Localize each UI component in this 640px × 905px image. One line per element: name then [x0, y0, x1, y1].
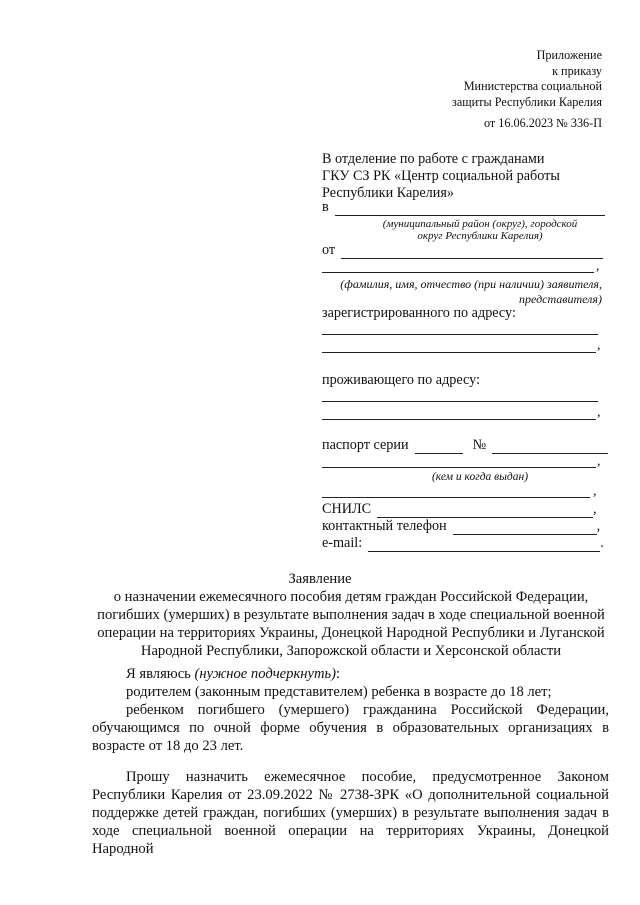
passport-number-field[interactable]: [492, 439, 608, 454]
appendix-line: Приложение: [536, 48, 602, 62]
addressee-line: В отделение по работе с гражданами: [322, 151, 545, 167]
comma: ,: [597, 454, 601, 469]
statement-title: Заявление: [288, 571, 352, 587]
appendix-line: защиты Республики Карелия: [452, 94, 602, 109]
living-address-label: проживающего по адресу:: [322, 372, 481, 388]
living-address-row: [322, 372, 480, 389]
snils-field[interactable]: [377, 503, 593, 518]
in-label: в: [322, 199, 329, 215]
applicant-hint-line: (фамилия, имя, отчество (при наличии) заявителя,: [340, 277, 602, 291]
phone-field[interactable]: [453, 520, 597, 535]
email-field[interactable]: [368, 537, 600, 552]
status-option-parent[interactable]: родителем (законным представителем) ребенка в возрасте до 18 лет;: [126, 684, 552, 700]
comma: ,: [593, 501, 597, 517]
from-label: от: [322, 242, 336, 258]
registered-address-field[interactable]: [322, 334, 598, 335]
phone-row: [322, 518, 600, 535]
period: .: [600, 535, 604, 551]
registered-address-field-2[interactable]: [322, 352, 596, 353]
status-colon: :: [336, 666, 341, 682]
addressee-block: [322, 151, 607, 202]
comma: ,: [597, 405, 601, 420]
applicant-name-field-2[interactable]: [322, 272, 594, 273]
comma: ,: [593, 484, 597, 499]
status-option-child[interactable]: ребенком погибшего (умершего) гражданина Российской Федерации, обучающимся по очной форме обучения в образовательных организациях в возрасте от 18 до 23 лет.: [92, 702, 609, 754]
statement-subject: о назначении ежемесячного пособия детям граждан Российской Федерации, погибших (умерших) в результате выполнения задач в ходе специальной военной операции на территориях Украины, Донецкой Народной Республики и Луганской Народной Республики, Запорожской области и Херсонской области: [97, 589, 605, 659]
email-label: e-mail:: [322, 535, 363, 551]
applicant-name-field[interactable]: [341, 244, 603, 259]
comma: ,: [597, 338, 601, 353]
applicant-hint-line: представителя): [519, 292, 602, 306]
applicant-hint: [322, 277, 602, 307]
appendix-line: к приказу: [552, 63, 602, 78]
passport-series-label: паспорт серии: [322, 437, 409, 453]
municipality-row: [322, 199, 605, 216]
passport-number-label: №: [472, 437, 487, 453]
status-hint: (нужное подчеркнуть): [194, 666, 337, 682]
order-reference: от 16.06.2023 № 336-П: [483, 116, 602, 131]
living-address-field[interactable]: [322, 401, 598, 402]
status-prefix: Я являюсь: [126, 666, 191, 682]
appendix-block: [452, 48, 602, 132]
passport-row: [322, 437, 608, 454]
request-paragraph: Прошу назначить ежемесячное пособие, предусмотренное Законом Республики Карелия от 23.09.2022 № 2738-ЗРК «О дополнительной социальной поддержке детей граждан, погибших (умерших) в результате выполнения задач в ходе специальной военной операции на территориях Украины, Донецкой Народной: [92, 769, 609, 857]
appendix-line: Министерства социальной: [463, 79, 602, 94]
registered-address-label: зарегистрированного по адресу:: [322, 305, 516, 321]
municipality-hint: (муниципальный район (округ), городской округ Республики Карелия): [382, 218, 578, 242]
passport-issued-hint: (кем и когда выдан): [431, 471, 529, 483]
status-line: [92, 665, 609, 683]
registered-address-row: [322, 305, 516, 322]
comma: ,: [596, 259, 600, 274]
passport-series-field[interactable]: [415, 439, 463, 454]
comma: ,: [596, 518, 601, 534]
email-row: [322, 535, 604, 552]
passport-issued-field-2[interactable]: [322, 497, 590, 498]
snils-row: [322, 501, 597, 518]
addressee-line: Республики Карелия»: [322, 185, 454, 201]
passport-issued-field[interactable]: [322, 467, 596, 468]
snils-label: СНИЛС: [322, 501, 372, 517]
living-address-field-2[interactable]: [322, 419, 596, 420]
municipality-field[interactable]: [335, 201, 605, 216]
applicant-row: [322, 242, 603, 259]
addressee-line: ГКУ СЗ РК «Центр социальной работы: [322, 168, 560, 184]
phone-label: контактный телефон: [322, 518, 447, 534]
